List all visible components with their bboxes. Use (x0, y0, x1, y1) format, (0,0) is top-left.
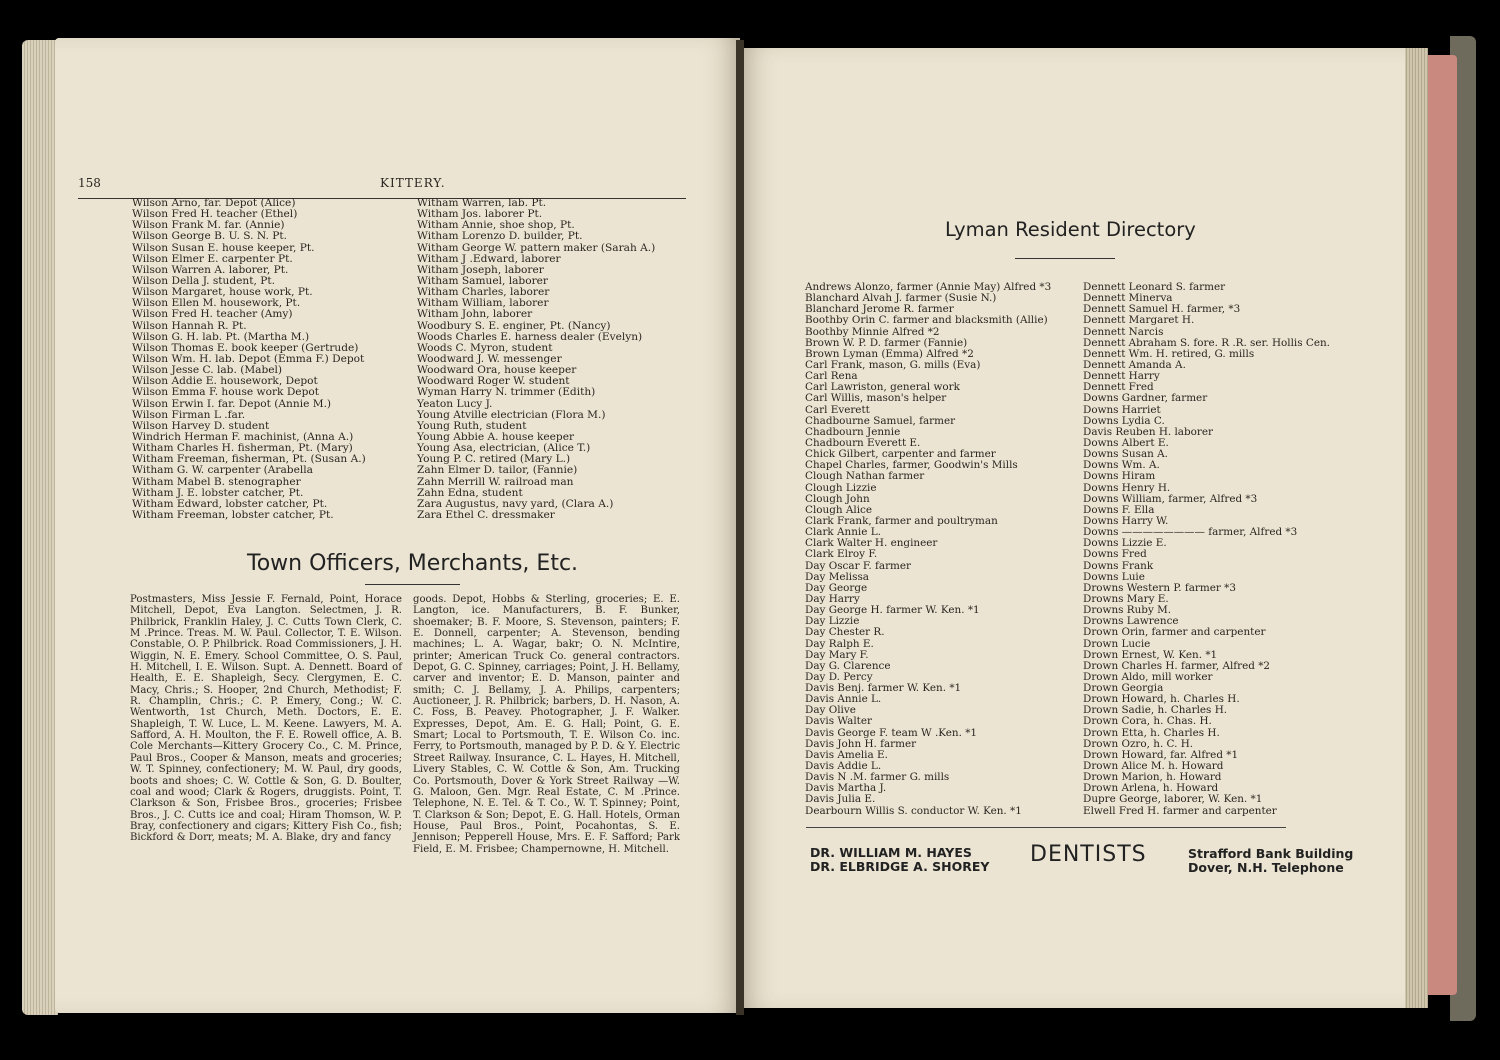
directory-entry: Downs Fred (1083, 548, 1147, 561)
address-line-1: Strafford Bank Building (1188, 846, 1354, 861)
page-number: 158 (78, 176, 101, 190)
directory-entry: Davis Annie L. (805, 693, 882, 706)
directory-entry: Witham J. E. lobster catcher, Pt. (132, 486, 304, 499)
directory-entry: Carl Everett (805, 403, 870, 416)
directory-entry: Wilson Ellen M. housework, Pt. (132, 297, 301, 310)
directory-entry: Dennett Minerva (1083, 292, 1173, 305)
directory-entry: Day Oscar F. farmer (805, 559, 912, 572)
directory-entry: Carl Lawriston, general work (805, 381, 960, 394)
directory-entry: Young P. C. retired (Mary L.) (417, 453, 571, 466)
directory-entry: Witham Charles H. fisherman, Pt. (Mary) (132, 442, 353, 455)
directory-entry: Wilson George B. U. S. N. Pt. (132, 230, 287, 243)
directory-bottom-rule (806, 827, 1286, 828)
directory-entry: Carl Willis, mason's helper (805, 392, 947, 405)
directory-entry: Witham Freeman, fisherman, Pt. (Susan A.) (132, 453, 366, 466)
directory-entry: Wilson Jesse C. lab. (Mabel) (132, 364, 283, 377)
directory-entry: Blanchard Jerome R. farmer (805, 303, 954, 316)
directory-entry: Drown Charles H. farmer, Alfred *2 (1083, 659, 1271, 672)
directory-entry: Drown Etta, h. Charles H. (1083, 726, 1220, 739)
directory-entry: Andrews Alonzo, farmer (Annie May) Alfred *3 (805, 281, 1052, 293)
directory-entry: Wilson Thomas E. book keeper (Gertrude) (132, 341, 359, 354)
directory-entry: Drown Howard, h. Charles H. (1083, 693, 1240, 706)
directory-entry: Davis George F. team W .Ken. *1 (805, 726, 978, 739)
directory-entry: Day G. Clarence (805, 659, 891, 672)
directory-entry: Davis John H. farmer (805, 737, 917, 750)
directory-entry: Woods Charles E. harness dealer (Evelyn) (417, 330, 643, 343)
directory-entry: Downs Wm. A. (1083, 459, 1160, 472)
directory-entry: Dennett Wm. H. retired, G. mills (1083, 347, 1255, 360)
directory-entry: Witham William, laborer (417, 297, 549, 310)
directory-entry: Downs Hiram (1083, 470, 1156, 483)
directory-entry: Downs Harriet (1083, 403, 1161, 416)
directory-entry: Downs ———————— farmer, Alfred *3 (1083, 526, 1298, 539)
directory-entry: Witham G. W. carpenter (Arabella (132, 464, 313, 477)
directory-entry: Dennett Narcis (1083, 325, 1164, 338)
directory-entry: Wilson Della J. student, Pt. (132, 274, 275, 287)
directory-entry: Witham John, laborer (417, 308, 533, 321)
running-head: KITTERY. (380, 176, 446, 190)
directory-entry: Boothby Orin C. farmer and blacksmith (Allie) (805, 314, 1048, 327)
directory-entry: Dennett Amanda A. (1083, 358, 1186, 371)
directory-entry: Dennett Abraham S. fore. R .R. ser. Hollis Cen. (1083, 336, 1330, 349)
dentists-heading: DENTISTS (1030, 842, 1147, 867)
directory-entry: Wilson Emma F. house work Depot (132, 386, 319, 399)
directory-entry: Woodward J. W. messenger (417, 352, 562, 365)
directory-entry: Downs Lydia C. (1083, 414, 1165, 427)
directory-entry: Witham Freeman, lobster catcher, Pt. (132, 508, 334, 521)
directory-entry: Wilson Arno, far. Depot (Alice) (132, 197, 296, 209)
directory-entry: Davis Addie L. (805, 760, 882, 773)
directory-entry: Chadbourne Samuel, farmer (805, 414, 956, 427)
directory-entry: Wyman Harry N. trimmer (Edith) (417, 386, 596, 399)
directory-entry: Wilson G. H. lab. Pt. (Martha M.) (132, 330, 310, 343)
kittery-directory-column-1 (132, 198, 366, 521)
directory-entry: Day D. Percy (805, 670, 873, 683)
directory-entry: Drowns Western P. farmer *3 (1083, 581, 1236, 594)
directory-entry: Carl Rena (805, 370, 858, 383)
directory-entry: Witham Warren, lab. Pt. (417, 197, 547, 209)
directory-entry: Witham Annie, shoe shop, Pt. (417, 219, 575, 232)
directory-entry: Dearbourn Willis S. conductor W. Ken. *1 (805, 804, 1022, 817)
directory-entry: Drowns Ruby M. (1083, 604, 1172, 617)
directory-entry: Day Chester R. (805, 626, 885, 639)
directory-entry: Drown Arlena, h. Howard (1083, 782, 1219, 795)
directory-entry: Downs Gardner, farmer (1083, 392, 1208, 405)
directory-entry: Young Atville electrician (Flora M.) (417, 408, 606, 421)
directory-entry: Wilson Addie E. housework, Depot (132, 375, 318, 388)
directory-entry: Drowns Lawrence (1083, 615, 1179, 628)
directory-entry: Zahn Elmer D. tailor, (Fannie) (417, 464, 578, 477)
directory-entry: Witham Lorenzo D. builder, Pt. (417, 230, 583, 243)
left-page-header (78, 172, 688, 200)
address-line-2: Dover, N.H. Telephone (1188, 860, 1344, 875)
directory-entry: Wilson Elmer E. carpenter Pt. (132, 252, 293, 265)
directory-entry: Downs F. Ella (1083, 503, 1155, 516)
directory-entry: Clark Walter H. engineer (805, 537, 938, 550)
directory-entry: Zahn Merrill W. railroad man (417, 475, 574, 488)
directory-entry: Witham Edward, lobster catcher, Pt. (132, 497, 328, 510)
directory-entry: Witham Samuel, laborer (417, 274, 548, 287)
doctor-name-1: DR. WILLIAM M. HAYES (810, 845, 972, 860)
lyman-directory-column-2 (1083, 282, 1330, 817)
directory-entry: Downs Harry W. (1083, 514, 1169, 527)
directory-entry: Witham Mabel B. stenographer (132, 475, 301, 488)
directory-entry: Young Ruth, student (417, 419, 527, 432)
directory-entry: Wilson Fred H. teacher (Ethel) (132, 208, 298, 221)
directory-entry: Woodward Ora, house keeper (417, 364, 577, 377)
directory-entry: Chadbourn Everett E. (805, 436, 921, 449)
directory-entry: Clark Frank, farmer and poultryman (805, 514, 998, 527)
directory-entry: Drown Orin, farmer and carpenter (1083, 626, 1266, 639)
lyman-directory-title: Lyman Resident Directory (945, 218, 1196, 241)
directory-entry: Yeaton Lucy J. (417, 397, 493, 410)
lyman-directory-column-1 (805, 282, 1051, 817)
officers-paragraph-col1: Postmasters, Miss Jessie F. Fernald, Point, Horace Mitchell, Depot, Eva Langton. Selectmen, J. R. Philbrick, Franklin Haley, J. C. Cutts Town Clerk, C. M .Prince. Treas. M. W. Paul. Collector, T. E. Wilson. Constable, O. P. Philbrick. Road Commissioners, J. H. Wiggin, N. E. Emery. School Committee, O. S. Paul, H. Mitchell, I. E. Wilson. Supt. A. Dennett. Board of Health, E. E. Shapleigh, Secy. Clergymen, E. C. Macy, Chris.; S. Hooper, 2nd Church, Methodist; F. R. Champlin, Chris.; C. P. Emery, Cong.; W. C. Wentworth, 1st Church, Meth. Doctors, E. E. Shapleigh, T. W. Luce, L. M. Keene. Lawyers, M. A. Safford, A. H. Moulton, the F. E. Rowell office, A. B. Cole Merchants—Kittery Grocery Co., C. M. Prince, Paul Bros., Cooper & Manson, meats and groceries; W. T. Spinney, confectionery; M. W. Paul, dry goods, boots and shoes; C. W. Cottle & Son, G. D. Boulter, coal and wood; Clark & Rogers, druggists. Point, T. Clarkson & Son, Frisbee Bros., groceries; Frisbee Bros., J. C. Cutts ice and coal; Hiram Thomson, W. P. Bray, confectionery and cigars; Kittery Fish Co., fish; Bickford & Dorr, meats; M. A. Blake, dry and fancy (130, 594, 402, 844)
directory-entry: Zara Ethel C. dressmaker (417, 508, 555, 521)
directory-entry: Clark Elroy F. (805, 548, 878, 561)
directory-entry: Windrich Herman F. machinist, (Anna A.) (132, 430, 354, 443)
directory-entry: Clough Lizzie (805, 481, 877, 494)
directory-entry: Chadbourn Jennie (805, 425, 901, 438)
directory-entry: Davis Julia E. (805, 793, 876, 806)
directory-entry: Wilson Hannah R. Pt. (132, 319, 247, 332)
directory-entry: Witham J .Edward, laborer (417, 252, 561, 265)
directory-entry: Wilson Frank M. far. (Annie) (132, 219, 285, 232)
directory-entry: Downs Luie (1083, 570, 1145, 583)
book-gutter (736, 40, 744, 1015)
doctor-name-2: DR. ELBRIDGE A. SHOREY (810, 859, 990, 874)
directory-entry: Drown Sadie, h. Charles H. (1083, 704, 1228, 717)
directory-entry: Day Melissa (805, 570, 869, 583)
dentist-ad-address (1188, 847, 1353, 875)
book-page-edges-left (22, 40, 58, 1015)
directory-entry: Clough John (805, 492, 870, 505)
directory-entry: Woods C. Myron, student (417, 341, 553, 354)
directory-entry: Dupre George, laborer, W. Ken. *1 (1083, 793, 1263, 806)
directory-entry: Zara Augustus, navy yard, (Clara A.) (417, 497, 614, 510)
directory-entry: Downs Lizzie E. (1083, 537, 1167, 550)
directory-entry: Drown Alice M. h. Howard (1083, 760, 1224, 773)
directory-entry: Day Lizzie (805, 615, 860, 628)
directory-entry: Day Ralph E. (805, 637, 874, 650)
directory-entry: Drown Ozro, h. C. H. (1083, 737, 1194, 750)
directory-entry: Brown Lyman (Emma) Alfred *2 (805, 347, 974, 360)
directory-entry: Downs Albert E. (1083, 436, 1169, 449)
directory-entry: Davis Walter (805, 715, 872, 728)
directory-entry: Davis N .M. farmer G. mills (805, 771, 950, 784)
directory-entry: Wilson Susan E. house keeper, Pt. (132, 241, 315, 254)
directory-entry: Wilson Margaret, house work, Pt. (132, 286, 313, 299)
section-rule (365, 584, 460, 585)
title-rule (1015, 258, 1115, 259)
directory-entry: Woodbury S. E. enginer, Pt. (Nancy) (417, 319, 611, 332)
kittery-directory-column-2 (417, 198, 655, 521)
directory-entry: Drown Aldo, mill worker (1083, 670, 1213, 683)
directory-entry: Drowns Mary E. (1083, 592, 1169, 605)
directory-entry: Davis Benj. farmer W. Ken. *1 (805, 682, 962, 695)
directory-entry: Chapel Charles, farmer, Goodwin's Mills (805, 459, 1018, 472)
directory-entry: Witham Jos. laborer Pt. (417, 208, 543, 221)
directory-entry: Wilson Erwin I. far. Depot (Annie M.) (132, 397, 332, 410)
directory-entry: Day George (805, 581, 868, 594)
directory-entry: Young Asa, electrician, (Alice T.) (417, 442, 591, 455)
directory-entry: Wilson Harvey D. student (132, 419, 270, 432)
directory-entry: Davis Amelia E. (805, 748, 888, 761)
directory-entry: Boothby Minnie Alfred *2 (805, 325, 940, 338)
directory-entry: Drown Lucie (1083, 637, 1151, 650)
directory-entry: Clough Nathan farmer (805, 470, 925, 483)
directory-entry: Dennett Leonard S. farmer (1083, 281, 1226, 293)
directory-entry: Downs Henry H. (1083, 481, 1171, 494)
directory-entry: Drown Howard, far. Alfred *1 (1083, 748, 1239, 761)
directory-entry: Witham Charles, laborer (417, 286, 550, 299)
directory-entry: Downs Susan A. (1083, 448, 1168, 461)
directory-entry: Witham Joseph, laborer (417, 263, 544, 276)
directory-entry: Dennett Margaret H. (1083, 314, 1195, 327)
directory-entry: Drown Cora, h. Chas. H. (1083, 715, 1212, 728)
officers-paragraph-col2: goods. Depot, Hobbs & Sterling, groceries; E. E. Langton, ice. Manufacturers, B. F. Bunker, shoemaker; B. F. Moore, S. Stevenson, painters; F. E. Donnell, carpenter; A. Stevenson, bending machines; L. A. Wagar, bakr; O. N. McIntire, printer; American Truck Co. general contractors. Depot, G. C. Spinney, carriages; Point, J. H. Bellamy, carver and inventor; E. D. Manson, painter and smith; C. J. Bellamy, J. A. Philips, carpenters; Auctioneer, J. R. Philbrick; barbers, D. H. Nason, A. C. Foss, B. Peavey. Photographer, J. F. Walker. Expresses, Depot, Am. E. G. Hall; Point, G. E. Smart; Local to Portsmouth, T. E. Wilson Co. inc. Ferry, to Portsmouth, managed by P. D. & Y. Electric Street Railway. Insurance, C. L. Hayes, H. Mitchell, Livery Stables, C. W. Cottle & Son, Am. Trucking Co. Portsmouth, Dover & York Street Railway —W. G. Maloon, Gen. Mgr. Real Estate, C. M .Prince. Telephone, N. E. Tel. & T. Co., W. T. Spinney; Point, T. Clarkson & Son; Depot, E. G. Hall. Hotels, Orman House, Paul Bros., Point, Pocahontas, S. E. Jennison; Pepperell House, Mrs. E. F. Safford; Park Field, E. M. Frisbee; Champernowne, H. Mitchell. (413, 594, 680, 855)
directory-entry: Wilson Wm. H. lab. Depot (Emma F.) Depot (132, 352, 365, 365)
directory-entry: Dennett Fred (1083, 381, 1154, 394)
section-title: Town Officers, Merchants, Etc. (247, 551, 579, 576)
directory-entry: Zahn Edna, student (417, 486, 523, 499)
directory-entry: Wilson Firman L .far. (132, 408, 246, 421)
directory-entry: Carl Frank, mason, G. mills (Eva) (805, 358, 981, 371)
directory-entry: Wilson Warren A. laborer, Pt. (132, 263, 289, 276)
directory-entry: Wilson Fred H. teacher (Amy) (132, 308, 293, 321)
directory-entry: Downs Frank (1083, 559, 1154, 572)
directory-entry: Drown Marion, h. Howard (1083, 771, 1222, 784)
directory-entry: Blanchard Alvah J. farmer (Susie N.) (805, 292, 997, 305)
directory-entry: Drown Ernest, W. Ken. *1 (1083, 648, 1218, 661)
directory-entry: Witham George W. pattern maker (Sarah A.) (417, 241, 656, 254)
directory-entry: Davis Martha J. (805, 782, 887, 795)
directory-entry: Clark Annie L. (805, 526, 881, 539)
directory-entry: Davis Reuben H. laborer (1083, 425, 1213, 438)
directory-entry: Day Olive (805, 704, 856, 717)
directory-entry: Young Abbie A. house keeper (417, 430, 575, 443)
directory-entry: Brown W. P. D. farmer (Fannie) (805, 336, 968, 349)
directory-entry: Drown Georgia (1083, 682, 1164, 695)
directory-entry: Day George H. farmer W. Ken. *1 (805, 604, 980, 617)
directory-entry: Woodward Roger W. student (417, 375, 570, 388)
directory-entry: Chick Gilbert, carpenter and farmer (805, 448, 996, 461)
directory-entry: Clough Alice (805, 503, 872, 516)
directory-entry: Dennett Samuel H. farmer, *3 (1083, 303, 1241, 316)
directory-entry: Day Harry (805, 592, 860, 605)
directory-entry: Dennett Harry (1083, 370, 1160, 383)
dentist-ad-doctors (810, 846, 989, 874)
directory-entry: Elwell Fred H. farmer and carpenter (1083, 804, 1277, 817)
directory-entry: Day Mary F. (805, 648, 869, 661)
book-tab-pink (1425, 55, 1457, 995)
directory-entry: Downs William, farmer, Alfred *3 (1083, 492, 1258, 505)
